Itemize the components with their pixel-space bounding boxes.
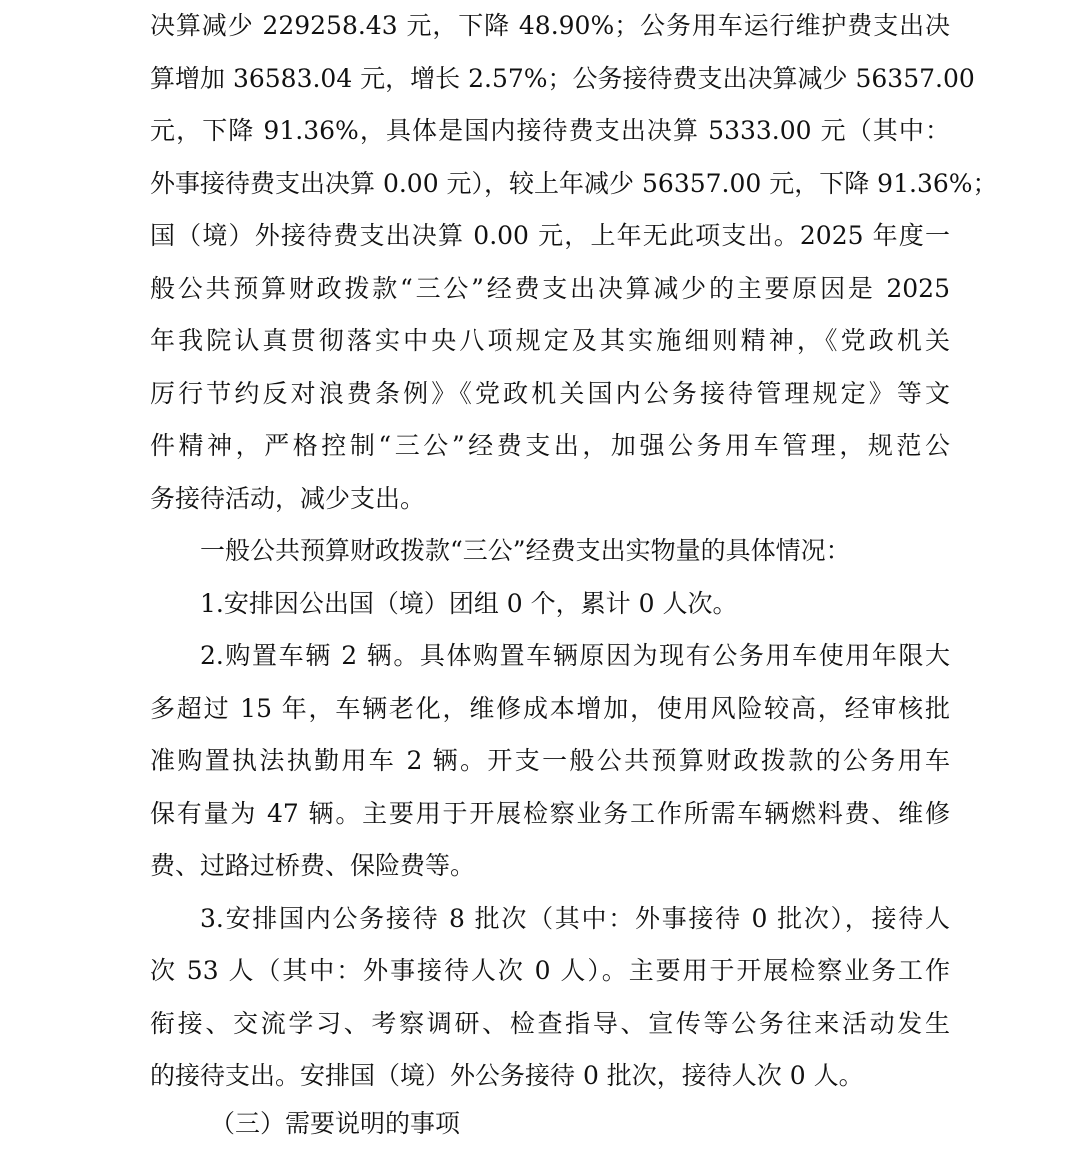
text-line: 般公共预算财政拨款“三公”经费支出决算减少的主要原因是 2025 <box>150 273 950 303</box>
text-line: 多超过 15 年，车辆老化，维修成本增加，使用风险较高，经审核批 <box>150 693 950 723</box>
text-line: 外事接待费支出决算 0.00 元），较上年减少 56357.00 元，下降 91.36%； <box>150 168 998 198</box>
text-line: 一般公共预算财政拨款“三公”经费支出实物量的具体情况： <box>200 536 851 565</box>
text-line: 衔接、交流学习、考察调研、检查指导、宣传等公务往来活动发生 <box>150 1008 950 1038</box>
text-line: 国（境）外接待费支出决算 0.00 元，上年无此项支出。2025 年度一 <box>150 221 950 250</box>
text-line: 1.安排因公出国（境）团组 0 个，累计 0 人次。 <box>200 588 738 618</box>
text-line: 保有量为 47 辆。主要用于开展检察业务工作所需车辆燃料费、维修 <box>150 798 950 828</box>
text-line: 3.安排国内公务接待 8 批次（其中：外事接待 0 批次），接待人 <box>200 903 950 933</box>
text-line: 决算减少 229258.43 元，下降 48.90%；公务用车运行维护费支出决 <box>150 11 950 40</box>
text-line: 准购置执法执勤用车 2 辆。开支一般公共预算财政拨款的公务用车 <box>150 746 950 775</box>
text-line: 2.购置车辆 2 辆。具体购置车辆原因为现有公务用车使用年限大 <box>200 641 950 670</box>
text-line: 年我院认真贯彻落实中央八项规定及其实施细则精神，《党政机关 <box>150 326 950 355</box>
text-line: 务接待活动，减少支出。 <box>150 483 426 513</box>
section-heading: （三）需要说明的事项 <box>210 1109 461 1138</box>
text-line: 的接待支出。安排国（境）外公务接待 0 批次，接待人次 0 人。 <box>150 1061 864 1090</box>
body-text <box>150 0 998 1103</box>
text-line: 件精神，严格控制“三公”经费支出，加强公务用车管理，规范公 <box>150 431 950 460</box>
text-line: 算增加 36583.04 元，增长 2.57%；公务接待费支出决算减少 56357.00 <box>150 63 975 93</box>
text-line: 厉行节约反对浪费条例》《党政机关国内公务接待管理规定》等文 <box>150 378 950 408</box>
text-line: 元，下降 91.36%，具体是国内接待费支出决算 5333.00 元（其中： <box>150 116 950 145</box>
text-line: 次 53 人（其中：外事接待人次 0 人）。主要用于开展检察业务工作 <box>150 956 950 985</box>
text-line: 费、过路过桥费、保险费等。 <box>150 851 476 880</box>
